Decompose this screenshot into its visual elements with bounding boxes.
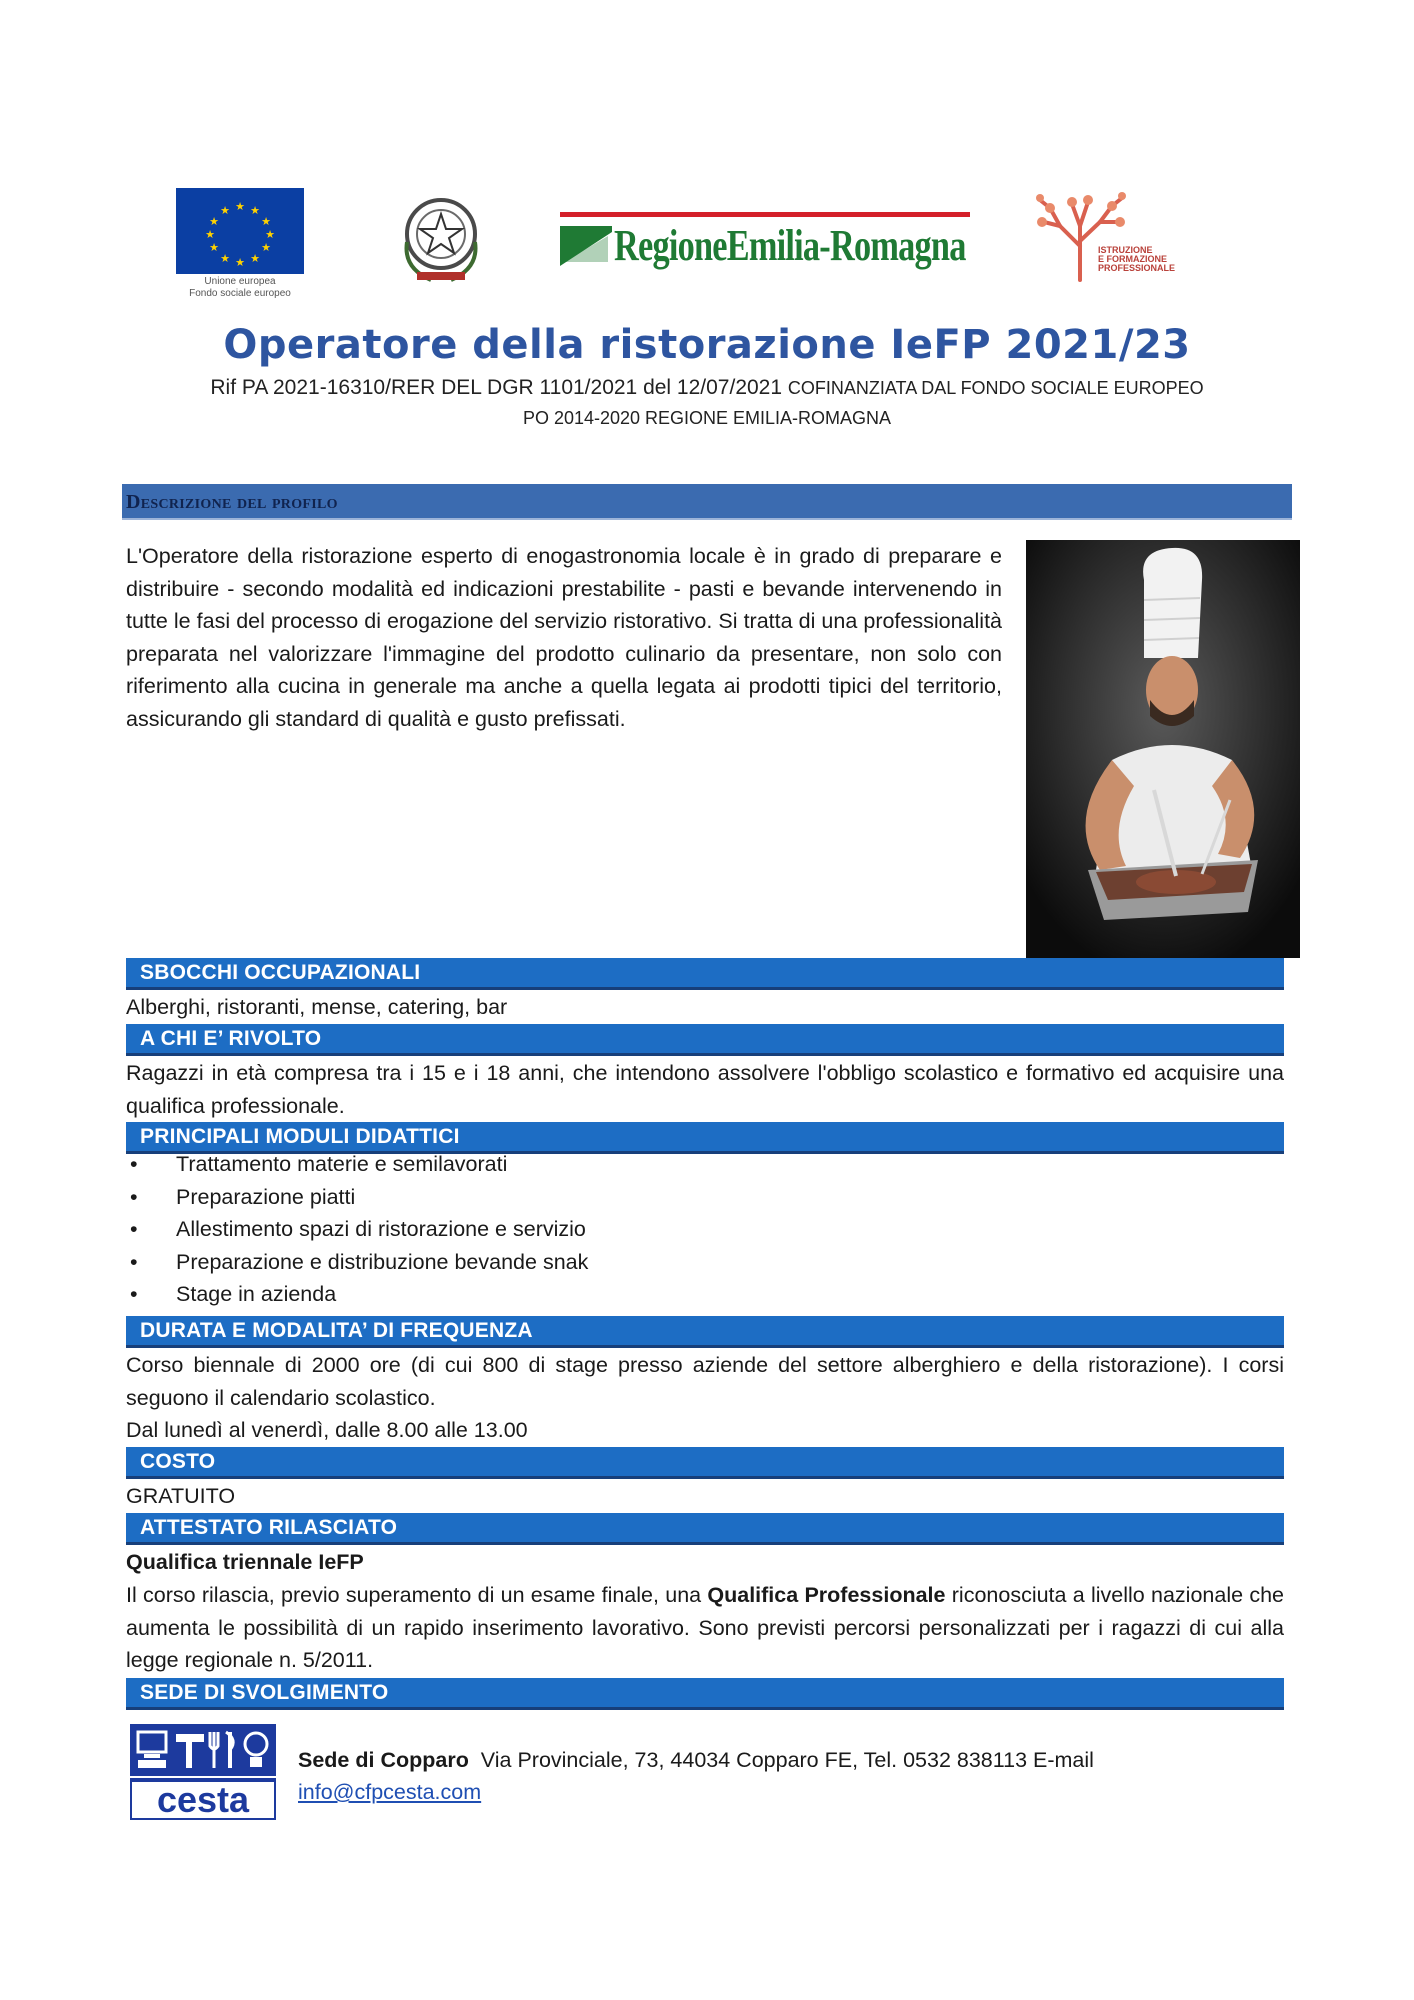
costo-text: GRATUITO xyxy=(126,1484,236,1508)
reference-cofinance: COFINANZIATA DAL FONDO SOCIALE EUROPEO xyxy=(787,378,1204,398)
section-heading-costo: COSTO xyxy=(140,1450,216,1473)
section-heading-sbocchi: SBOCCHI OCCUPAZIONALI xyxy=(140,961,421,984)
moduli-list xyxy=(126,1148,1284,1311)
iefp-caption-line3: PROFESSIONALE xyxy=(1098,263,1176,273)
email-link[interactable]: info@cfpcesta.com xyxy=(298,1780,482,1804)
svg-text:★: ★ xyxy=(235,200,245,213)
eu-stars-icon xyxy=(176,188,304,274)
eu-caption-line1: Unione europea xyxy=(204,276,276,287)
eu-caption-line2: Fondo sociale europeo xyxy=(189,288,291,299)
section-heading-rivolto: A CHI E’ RIVOLTO xyxy=(140,1027,322,1050)
svg-text:★: ★ xyxy=(220,204,230,217)
svg-text:★: ★ xyxy=(250,252,260,265)
attestato-text-bold: Qualifica Professionale xyxy=(707,1583,946,1607)
section-bar-sbocchi xyxy=(126,958,1284,990)
attestato-text-before: Il corso rilascia, previo superamento di un esame finale, una xyxy=(126,1583,708,1607)
sede-name: Sede di Copparo xyxy=(298,1748,469,1772)
svg-text:★: ★ xyxy=(261,241,271,254)
list-item: • Trattamento materie e semilavorati xyxy=(126,1148,1284,1181)
list-item: • Preparazione piatti xyxy=(126,1181,1284,1214)
durata-text: Corso biennale di 2000 ore (di cui 800 di stage presso aziende del settore alberghiero e della ristorazione). I corsi seguono il calendario scolastico. xyxy=(126,1353,1284,1410)
list-item: • Stage in azienda xyxy=(126,1278,1284,1311)
list-item: • Preparazione e distribuzione bevande snak xyxy=(126,1246,1284,1279)
attestato-text xyxy=(126,1579,1284,1677)
reference-line xyxy=(0,376,1414,400)
region-red-stripe xyxy=(560,212,970,217)
profile-description: L'Operatore della ristorazione esperto di enogastronomia locale è in grado di preparare e distribuire - secondo modalità ed indicazioni prestabilite - pasti e bevande intervenendo in tutte le fasi del processo di erogazione del servizio ristorativo. Si tratta di una professionalità preparata nel valorizzare l'immagine del prodotto culinario da presentare, non solo con riferimento alla cucina in generale ma anche a quella legata ai prodotti tipici del territorio, assicurando gli standard di qualità e gusto prefissati. xyxy=(126,544,1002,731)
attestato-text-after: riconosciuta a livello nazionale che aumenta le possibilità di un rapido inserimento lavorativo. Sono previsti percorsi personalizzati per i ragazzi di cui alla legge regionale n. 5/2011. xyxy=(126,1583,1285,1672)
iefp-caption xyxy=(1098,246,1175,273)
section-heading-moduli: PRINCIPALI MODULI DIDATTICI xyxy=(140,1125,460,1148)
cesta-logo xyxy=(130,1724,276,1820)
section-heading-attestato: ATTESTATO RILASCIATO xyxy=(140,1516,398,1539)
chef-photo xyxy=(1026,540,1300,958)
section-bar-sede xyxy=(126,1678,1284,1710)
region-mark-icon xyxy=(560,226,618,268)
section-bar-costo xyxy=(126,1447,1284,1479)
iefp-caption-line1: ISTRUZIONE xyxy=(1098,245,1153,255)
svg-text:★: ★ xyxy=(209,241,219,254)
page-title: Operatore della ristorazione IeFP 2021/23 xyxy=(223,322,1191,368)
svg-text:★: ★ xyxy=(220,252,230,265)
reference-main: Rif PA 2021-16310/RER DEL DGR 1101/2021 del 12/07/2021 xyxy=(210,376,783,399)
reference-line-2: PO 2014-2020 REGIONE EMILIA-ROMAGNA xyxy=(522,408,892,428)
list-item: • Allestimento spazi di ristorazione e servizio xyxy=(126,1213,1284,1246)
sede-details xyxy=(298,1744,1094,1808)
logo-row xyxy=(0,180,1414,300)
svg-text:★: ★ xyxy=(250,204,260,217)
profile-heading-bar xyxy=(122,484,1292,520)
italian-republic-emblem-logo xyxy=(393,184,489,288)
section-bar-durata xyxy=(126,1316,1284,1348)
eu-caption xyxy=(176,276,304,300)
rivolto-text: Ragazzi in età compresa tra i 15 e i 18 anni, che intendono assolvere l'obbligo scolastico e formativo ed acquisire una qualifica professionale. xyxy=(126,1061,1284,1118)
profile-heading: Descrizione del profilo xyxy=(126,491,338,513)
svg-text:★: ★ xyxy=(209,215,219,228)
svg-text:★: ★ xyxy=(261,215,271,228)
svg-text:★: ★ xyxy=(265,228,275,241)
section-bar-attestato xyxy=(126,1513,1284,1545)
cesta-logo-text: cesta xyxy=(156,1779,250,1820)
eu-flag-logo xyxy=(176,188,304,274)
svg-text:★: ★ xyxy=(235,256,245,269)
region-name-logo: RegioneEmilia-Romagna xyxy=(614,221,966,270)
sbocchi-text: Alberghi, ristoranti, mense, catering, bar xyxy=(126,995,508,1019)
iefp-caption-line2: E FORMAZIONE xyxy=(1098,254,1167,264)
section-heading-durata: DURATA E MODALITA’ DI FREQUENZA xyxy=(140,1319,533,1342)
section-bar-rivolto xyxy=(126,1024,1284,1056)
attestato-subheading: Qualifica triennale IeFP xyxy=(126,1550,364,1574)
section-heading-sede: SEDE DI SVOLGIMENTO xyxy=(140,1681,389,1704)
durata-schedule: Dal lunedì al venerdì, dalle 8.00 alle 13.00 xyxy=(126,1418,528,1442)
sede-address: Via Provinciale, 73, 44034 Copparo FE, Tel. 0532 838113 E-mail xyxy=(480,1748,1094,1772)
svg-text:★: ★ xyxy=(205,228,215,241)
